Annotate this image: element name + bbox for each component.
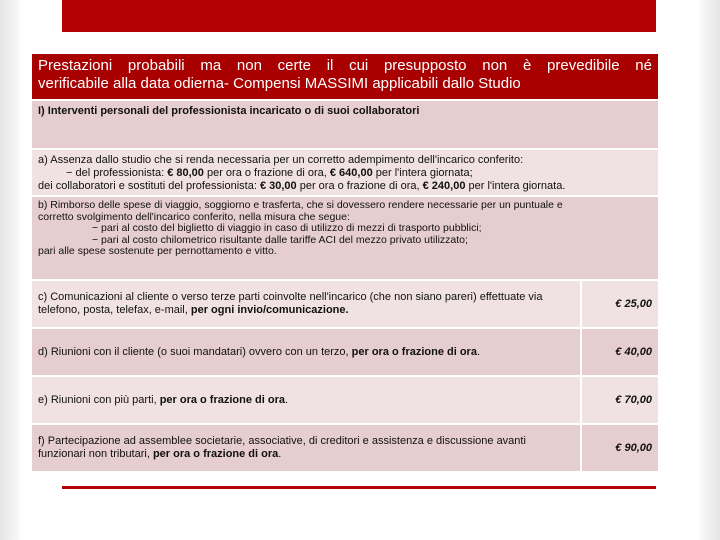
- row-b-line-2: corretto svolgimento dell'incarico conferito, nella misura che segue:: [38, 210, 350, 223]
- row-c: [32, 281, 658, 329]
- row-d-description: d) Riunioni con il cliente (o suoi mandatari) ovvero con un terzo, per ora o frazione di ora.: [32, 329, 582, 375]
- row-b-line-3: − pari al costo del biglietto di viaggio in caso di utilizzo di mezzi di trasporto pubblici;: [92, 222, 482, 234]
- row-a: [32, 150, 658, 197]
- row-a-line-2: − del professionista: € 80,00 per ora o frazione di ora, € 640,00 per l'intera giornata;: [66, 167, 473, 179]
- row-f-price: € 90,00: [615, 442, 652, 454]
- left-edge-shade: [0, 0, 22, 540]
- row-b-line-1: b) Rimborso delle spese di viaggio, soggiorno e trasferta, che si dovessero rendere necessarie per un puntuale e: [38, 199, 563, 211]
- right-edge-shade: [698, 0, 720, 540]
- row-b-line-5: pari alle spese sostenute per pernottamento e vitto.: [38, 245, 277, 257]
- row-f-description: f) Partecipazione ad assemblee societarie, associative, di creditori e assistenza e discussione avanti funzionari non tributari, per ora o frazione di ora.: [32, 425, 582, 471]
- top-red-band: [62, 0, 656, 32]
- row-d: [32, 329, 658, 377]
- table-header: [32, 54, 658, 101]
- row-e: [32, 377, 658, 425]
- row-e-price: € 70,00: [615, 394, 652, 406]
- row-d-price: € 40,00: [615, 346, 652, 358]
- fees-table: [32, 54, 658, 473]
- row-e-description: e) Riunioni con più parti, per ora o frazione di ora.: [32, 377, 582, 423]
- header-line-2: verificabile alla data odierna- Compensi MASSIMI applicabili dallo Studio: [38, 75, 521, 92]
- row-f: [32, 425, 658, 473]
- row-a-line-3: dei collaboratori e sostituti del professionista: € 30,00 per ora o frazione di ora, € 240,00 per l'intera giornata.: [38, 180, 566, 192]
- header-line-1: Prestazioni probabili ma non certe il cui presupposto non è prevedibile né: [38, 57, 652, 74]
- row-b: [32, 197, 658, 281]
- row-b-line-4: − pari al costo chilometrico risultante dalle tariffe ACI del mezzo privato utilizzato;: [92, 233, 468, 246]
- bottom-red-line: [62, 486, 656, 489]
- row-c-price: € 25,00: [615, 298, 652, 310]
- row-a-line-1: a) Assenza dallo studio che si renda necessaria per un corretto adempimento dell'incarico conferito:: [38, 154, 524, 166]
- row-c-description: c) Comunicazioni al cliente o verso terze parti coinvolte nell'incarico (che non siano pareri) effettuate via telefono, posta, telefax, e-mail, per ogni invio/comunicazione.: [32, 281, 582, 327]
- section-title: I) Interventi personali del professionista incaricato o di suoi collaboratori: [32, 101, 658, 150]
